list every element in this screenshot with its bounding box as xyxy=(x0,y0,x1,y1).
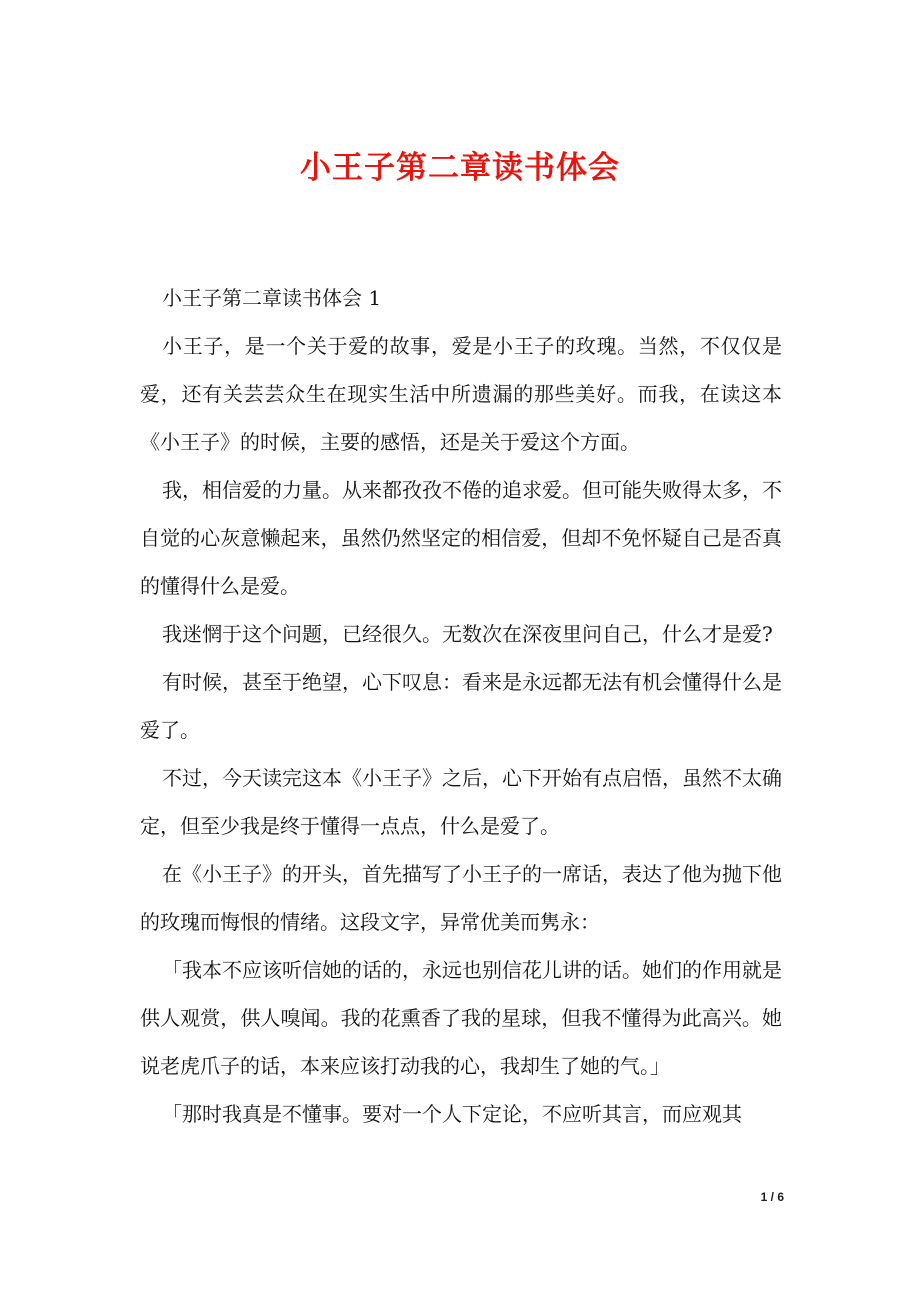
paragraph: 我，相信爱的力量。从来都孜孜不倦的追求爱。但可能失败得太多，不自觉的心灰意懒起来，虽然仍然坚定的相信爱，但却不免怀疑自己是否真的懂得什么是爱。 xyxy=(140,478,782,598)
quote-paragraph: 「那时我真是不懂事。要对一个人下定论，不应听其言，而应观其 xyxy=(162,1102,742,1126)
paragraph: 我迷惘于这个问题，已经很久。无数次在深夜里问自己，什么才是爱? xyxy=(162,622,773,646)
quote-paragraph: 「我本不应该听信她的话的，永远也别信花儿讲的话。她们的作用就是供人观赏，供人嗅闻。我的花熏香了我的星球，但我不懂得为此高兴。她说老虎爪子的话，本来应该打动我的心，我却生了她的气。」 xyxy=(140,958,782,1078)
page-number: 1 / 6 xyxy=(760,1190,784,1204)
paragraph: 不过，今天读完这本《小王子》之后，心下开始有点启悟，虽然不太确定，但至少我是终于懂得一点点，什么是爱了。 xyxy=(140,766,782,838)
paragraph: 有时候，甚至于绝望，心下叹息：看来是永远都无法有机会懂得什么是爱了。 xyxy=(140,670,782,742)
paragraph: 在《小王子》的开头，首先描写了小王子的一席话，表达了他为抛下他的玫瑰而悔恨的情绪。这段文字，异常优美而隽永： xyxy=(140,862,782,934)
paragraph: 小王子，是一个关于爱的故事，爱是小王子的玫瑰。当然，不仅仅是爱，还有关芸芸众生在现实生活中所遗漏的那些美好。而我，在读这本《小王子》的时候，主要的感悟，还是关于爱这个方面。 xyxy=(140,334,782,454)
document-body xyxy=(140,274,782,1138)
section-heading: 小王子第二章读书体会 1 xyxy=(162,286,382,310)
document-title: 小王子第二章读书体会 xyxy=(300,150,620,186)
